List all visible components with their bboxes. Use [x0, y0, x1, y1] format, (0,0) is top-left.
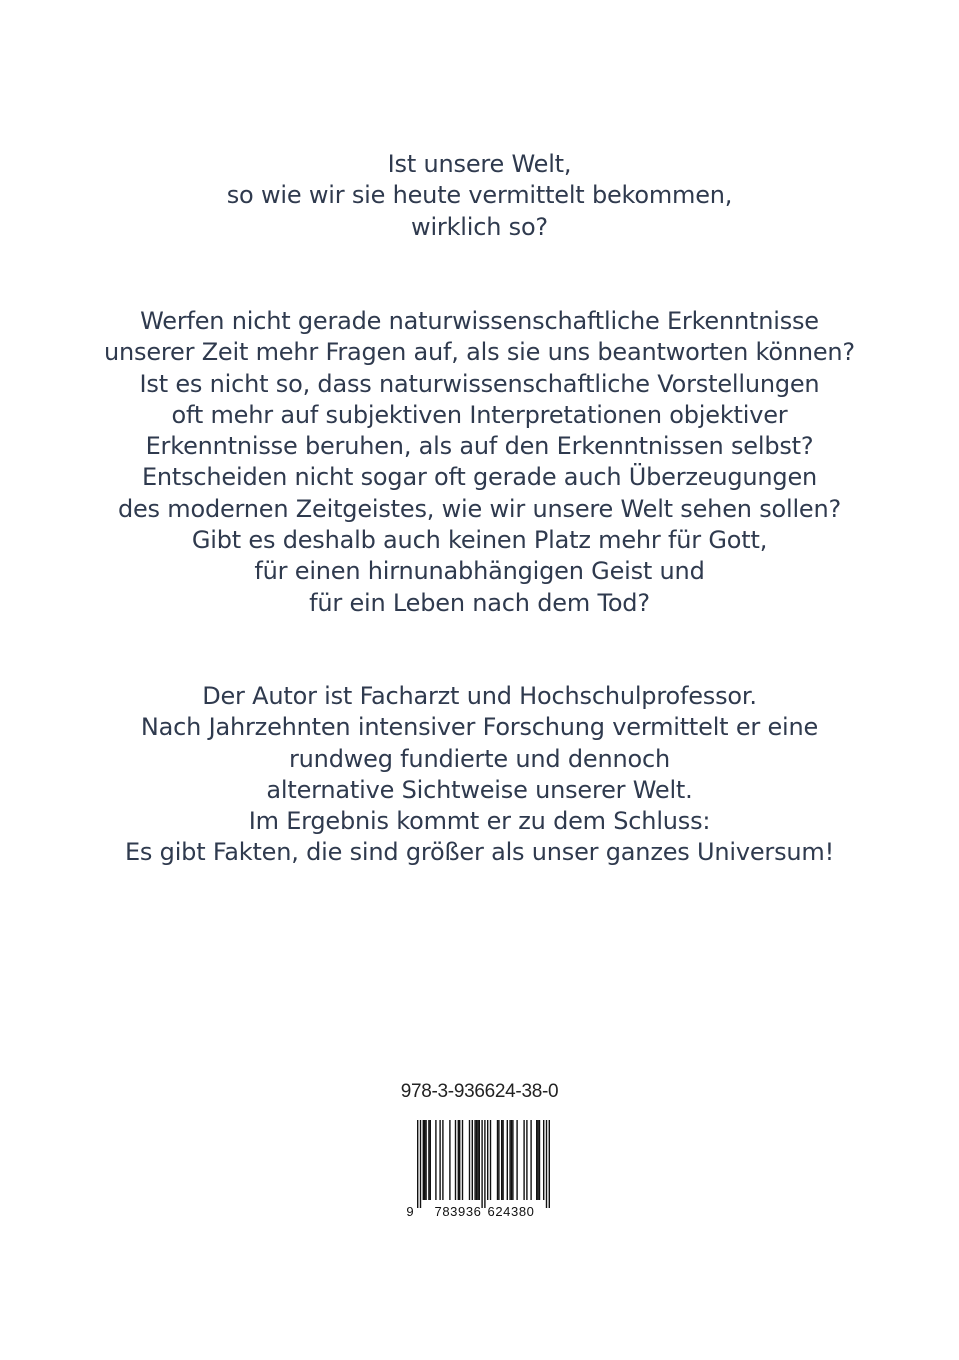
barcode-guard-bar — [417, 1120, 418, 1208]
barcode-bar — [430, 1120, 431, 1200]
barcode-bar — [511, 1120, 512, 1200]
intro-line: so wie wir sie heute vermittelt bekommen, — [226, 181, 733, 210]
author-line: rundweg fundierte und dennoch — [289, 744, 670, 773]
barcode-bar — [425, 1120, 426, 1200]
questions-line: des modernen Zeitgeistes, wie wir unsere Welt sehen sollen? — [117, 494, 842, 523]
questions-line: für einen hirnunabhängigen Geist und — [254, 557, 705, 586]
barcode-bar — [497, 1120, 498, 1200]
isbn-label: 978-3-936624-38-0 — [400, 1081, 559, 1102]
barcode-bar — [435, 1120, 436, 1200]
barcode-bar — [458, 1120, 459, 1200]
intro-text — [0, 149, 959, 243]
barcode-digits-left: 783936 — [434, 1204, 482, 1218]
barcode-guard-bar — [484, 1120, 485, 1208]
barcode-bar — [455, 1120, 456, 1200]
barcode-digit-first: 9 — [406, 1204, 414, 1218]
author-line: alternative Sichtweise unserer Welt. — [266, 775, 693, 804]
barcode-bar — [428, 1120, 429, 1200]
barcode-bar — [498, 1120, 499, 1200]
barcode-bar — [523, 1120, 524, 1200]
barcode-bar — [423, 1120, 424, 1200]
barcode-bar — [512, 1120, 513, 1200]
author-text — [0, 681, 959, 869]
barcode-bar — [424, 1120, 425, 1200]
barcode-bar — [449, 1120, 450, 1200]
barcode-bar — [477, 1120, 478, 1200]
questions-line: Werfen nicht gerade naturwissenschaftliche Erkenntnisse — [140, 307, 819, 335]
barcode-bar — [526, 1120, 527, 1200]
questions-line: Entscheiden nicht sogar oft gerade auch Überzeugungen — [141, 463, 818, 492]
barcode-guard-bar — [546, 1120, 547, 1208]
barcode-bar — [490, 1120, 491, 1200]
barcode-guard-bar — [549, 1120, 550, 1208]
barcode-bar — [539, 1120, 540, 1200]
barcode-bar — [536, 1120, 537, 1200]
author-line: Nach Jahrzehnten intensiver Forschung vermittelt er eine — [140, 713, 819, 742]
barcode-bar — [487, 1120, 488, 1200]
barcode-bar — [507, 1120, 508, 1200]
intro-line: Ist unsere Welt, — [387, 150, 572, 178]
barcode-bar — [462, 1120, 463, 1200]
isbn-barcode — [405, 1118, 555, 1218]
barcode-bar — [516, 1120, 517, 1200]
questions-line: Ist es nicht so, dass naturwissenschaftliche Vorstellungen — [139, 369, 820, 398]
barcode-bar — [530, 1120, 531, 1200]
barcode-bar — [537, 1120, 538, 1200]
questions-line: Erkenntnisse beruhen, als auf den Erkenntnissen selbst? — [145, 432, 814, 461]
author-line: Es gibt Fakten, die sind größer als unser ganzes Universum! — [124, 838, 835, 867]
barcode-bar — [502, 1120, 503, 1200]
barcode-bar — [476, 1120, 477, 1200]
questions-line: Gibt es deshalb auch keinen Platz mehr für Gott, — [191, 526, 768, 555]
barcode-bar — [509, 1120, 510, 1200]
intro-line: wirklich so? — [411, 212, 548, 241]
questions-line: unserer Zeit mehr Fragen auf, als sie uns beantworten können? — [104, 338, 855, 367]
barcode-guard-bar — [420, 1120, 421, 1208]
barcode-bar — [474, 1120, 475, 1200]
barcode-guard-bar — [481, 1120, 482, 1208]
questions-line: für ein Leben nach dem Tod? — [309, 588, 650, 617]
barcode-digits-right: 624380 — [487, 1204, 535, 1218]
questions-line: oft mehr auf subjektiven Interpretationen objektiver — [171, 400, 788, 429]
barcode-bar — [501, 1120, 502, 1200]
questions-text — [0, 306, 959, 619]
barcode-bar — [459, 1120, 460, 1200]
barcode-bar — [442, 1120, 443, 1200]
barcode-bar — [439, 1120, 440, 1200]
barcode-bar — [543, 1120, 544, 1200]
barcode-bar — [479, 1120, 480, 1200]
author-line: Der Autor ist Facharzt und Hochschulprofessor. — [202, 682, 757, 710]
barcode-graphic — [405, 1118, 555, 1218]
author-line: Im Ergebnis kommt er zu dem Schluss: — [248, 807, 711, 836]
barcode-bar — [469, 1120, 470, 1200]
barcode-bar — [472, 1120, 473, 1200]
